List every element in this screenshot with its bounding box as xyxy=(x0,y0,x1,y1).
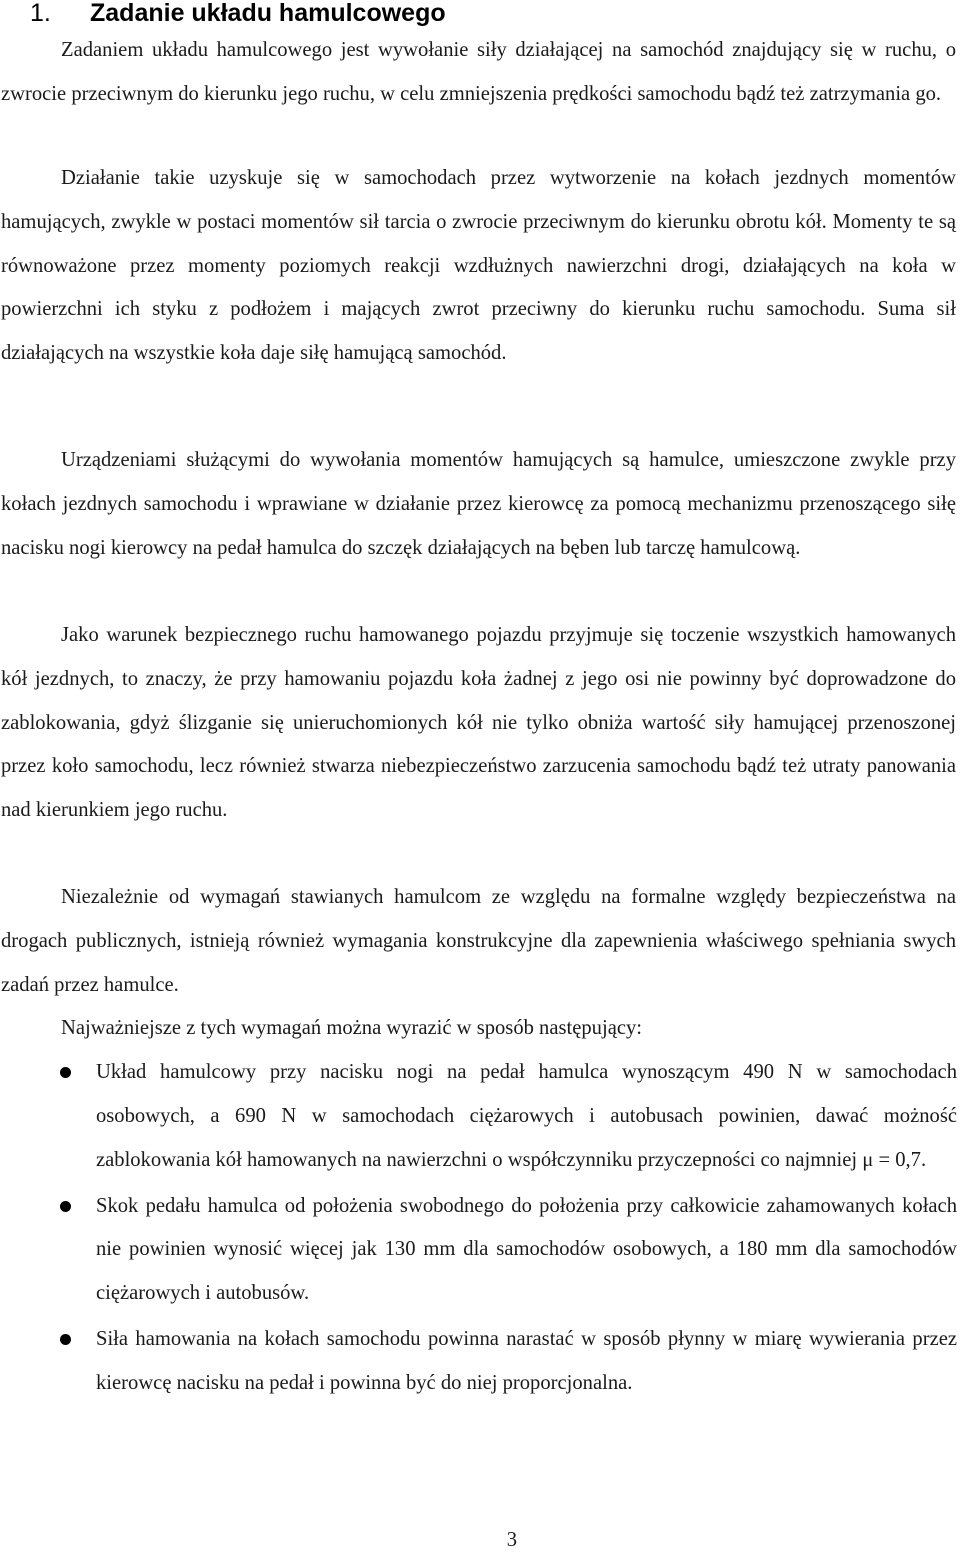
list-item-text: Skok pedału hamulca od położenia swobodnego do położenia przy całkowicie zahamowanych kołach nie powinien wynosić więcej jak 130 mm dla samochodów osobowych, a 180 mm dla samochodów ciężarowych i autobusów. xyxy=(96,1194,957,1305)
paragraph-requirements: Niezależnie od wymagań stawianych hamulcom ze względu na formalne względy bezpieczeństwa na drogach publicznych, istnieją również wymagania konstrukcyjne dla zapewnienia właściwego spełniania swych zadań przez hamulce. xyxy=(1,886,956,996)
bullet-icon xyxy=(60,1334,71,1345)
paragraph-purpose: Zadaniem układu hamulcowego jest wywołanie siły działającej na samochód znajdujący się w ruchu, o zwrocie przeciwnym do kierunku jego ruchu, w celu zmniejszenia prędkości samochodu bądź też zatrzymania go. xyxy=(1,39,956,105)
requirements-list xyxy=(0,1051,957,1408)
section-title: Zadanie układu hamulcowego xyxy=(90,0,446,27)
paragraph-brake-devices: Urządzeniami służącymi do wywołania momentów hamujących są hamulce, umieszczone zwykle przy kołach jezdnych samochodu i wprawiane w działanie przez kierowcę za pomocą mechanizmu przenoszącego siłę nacisku nogi kierowcy na pedał hamulca do szczęk działających na bęben lub tarczę hamulcową. xyxy=(1,449,956,559)
bullet-icon xyxy=(60,1067,71,1078)
list-item-text: Układ hamulcowy przy nacisku nogi na pedał hamulca wynoszącym 490 N w samochodach osobowych, a 690 N w samochodach ciężarowych i autobusach powinien, dawać możność zablokowania kół hamowanych na nawierzchni o współczynniku przyczepności co najmniej μ = 0,7. xyxy=(96,1061,957,1171)
list-item-text: Siła hamowania na kołach samochodu powinna narastać w sposób płynny w miarę wywierania przez kierowcę nacisku na pedał i powinna być do niej proporcjonalna. xyxy=(96,1328,957,1394)
list-item xyxy=(0,1318,957,1406)
paragraph-braking-moments: Działanie takie uzyskuje się w samochodach przez wytworzenie na kołach jezdnych momentów hamujących, zwykle w postaci momentów sił tarcia o zwrocie przeciwnym do kierunku obrotu kół. Momenty te są równoważone przez momenty poziomych reakcji wzdłużnych nawierzchni drogi, działających na koła w powierzchni ich styku z podłożem i mających zwrot przeciwny do kierunku ruchu samochodu. Suma sił działających na wszystkie koła daje siłę hamującą samochód. xyxy=(1,167,956,365)
paragraph-list-intro: Najważniejsze z tych wymagań można wyrazić w sposób następujący: xyxy=(61,1017,642,1039)
page-number: 3 xyxy=(506,1529,517,1551)
bullet-icon xyxy=(60,1201,71,1212)
list-item xyxy=(0,1185,957,1316)
paragraph-safe-braking: Jako warunek bezpiecznego ruchu hamowanego pojazdu przyjmuje się toczenie wszystkich hamowanych kół jezdnych, to znaczy, że przy hamowaniu pojazdu koła żadnej z jego osi nie powinny być doprowadzone do zablokowania, gdyż ślizganie się unieruchomionych kół nie tylko obniża wartość siły hamującej przenoszonej przez koło samochodu, lecz również stwarza niebezpieczeństwo zarzucenia samochodu bądź też utraty panowania nad kierunkiem jego ruchu. xyxy=(1,624,956,822)
section-heading xyxy=(30,0,446,29)
list-item xyxy=(0,1051,957,1182)
section-number: 1. xyxy=(30,0,51,27)
